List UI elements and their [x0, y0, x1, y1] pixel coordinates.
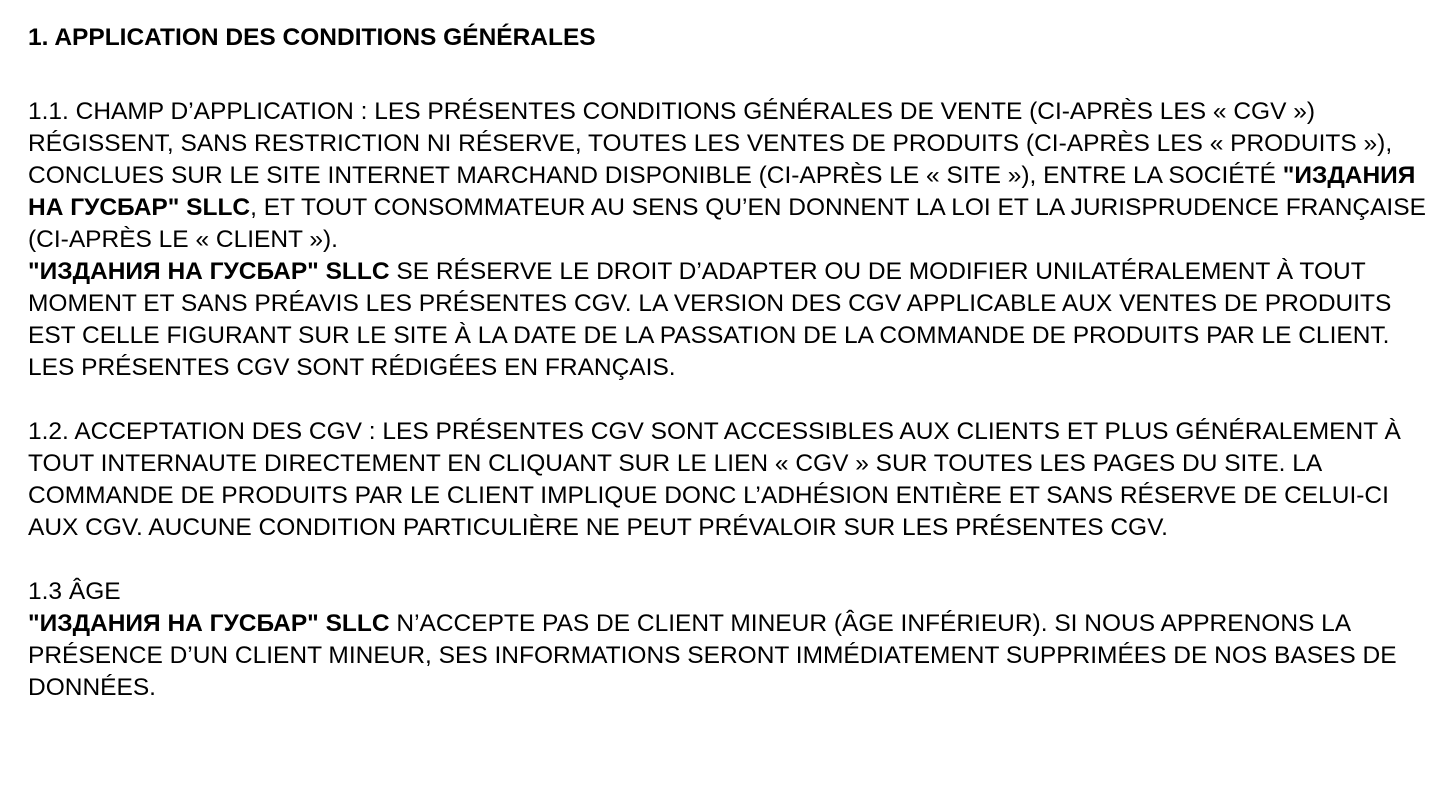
scope-text-start: 1.1. CHAMP D’APPLICATION : LES PRÉSENTES CONDITIONS GÉNÉRALES DE VENTE (CI-APRÈS LES « CGV ») RÉGISSENT, SANS RESTRICTION NI RÉSERVE, TOUTES LES VENTES DE PRODUITS (CI-APRÈS LES « PRODUITS »), CONCLUES SUR LE SITE INTERNET MARCHAND DISPONIBLE (CI-APRÈS LE « SITE »), ENTRE LA SOCIÉTÉ: [28, 98, 1393, 189]
document-title: 1. APPLICATION DES CONDITIONS GÉNÉRALES: [28, 24, 596, 51]
company-name: "ИЗДАНИЯ НА ГУСБАР" SLLC: [28, 162, 1416, 221]
section-1-3: [28, 576, 1426, 704]
section-1-3-age-paragraph: [28, 608, 1426, 704]
section-1-2: [28, 416, 1426, 544]
modification-text: SE RÉSERVE LE DROIT D’ADAPTER OU DE MODIFIER UNILATÉRALEMENT À TOUT MOMENT ET SANS PRÉAVIS LES PRÉSENTES CGV. LA VERSION DES CGV APPLICABLE AUX VENTES DE PRODUITS EST CELLE FIGURANT SUR LE SITE À LA DATE DE LA PASSATION DE LA COMMANDE DE PRODUITS PAR LE CLIENT. LES PRÉSENTES CGV SONT RÉDIGÉES EN FRANÇAIS.: [28, 258, 1392, 381]
section-1-1: [28, 96, 1426, 384]
section-1-1-modification-paragraph: [28, 256, 1426, 384]
scope-text-end: , ET TOUT CONSOMMATEUR AU SENS QU’EN DONNENT LA LOI ET LA JURISPRUDENCE FRANÇAISE (CI-APRÈS LE « CLIENT »).: [28, 194, 1426, 253]
section-1-1-scope-paragraph: [28, 96, 1426, 256]
company-name: "ИЗДАНИЯ НА ГУСБАР" SLLC: [28, 610, 390, 637]
section-1-3-heading: 1.3 ÂGE: [28, 578, 121, 605]
company-name: "ИЗДАНИЯ НА ГУСБАР" SLLC: [28, 258, 390, 285]
age-policy-text: N’ACCEPTE PAS DE CLIENT MINEUR (ÂGE INFÉRIEUR). SI NOUS APPRENONS LA PRÉSENCE D’UN CLIENT MINEUR, SES INFORMATIONS SERONT IMMÉDIATEMENT SUPPRIMÉES DE NOS BASES DE DONNÉES.: [28, 610, 1397, 701]
section-1-2-acceptance-paragraph: 1.2. ACCEPTATION DES CGV : LES PRÉSENTES CGV SONT ACCESSIBLES AUX CLIENTS ET PLUS GÉNÉRALEMENT À TOUT INTERNAUTE DIRECTEMENT EN CLIQUANT SUR LE LIEN « CGV » SUR TOUTES LES PAGES DU SITE. LA COMMANDE DE PRODUITS PAR LE CLIENT IMPLIQUE DONC L’ADHÉSION ENTIÈRE ET SANS RÉSERVE DE CELUI-CI AUX CGV. AUCUNE CONDITION PARTICULIÈRE NE PEUT PRÉVALOIR SUR LES PRÉSENTES CGV.: [28, 418, 1401, 541]
